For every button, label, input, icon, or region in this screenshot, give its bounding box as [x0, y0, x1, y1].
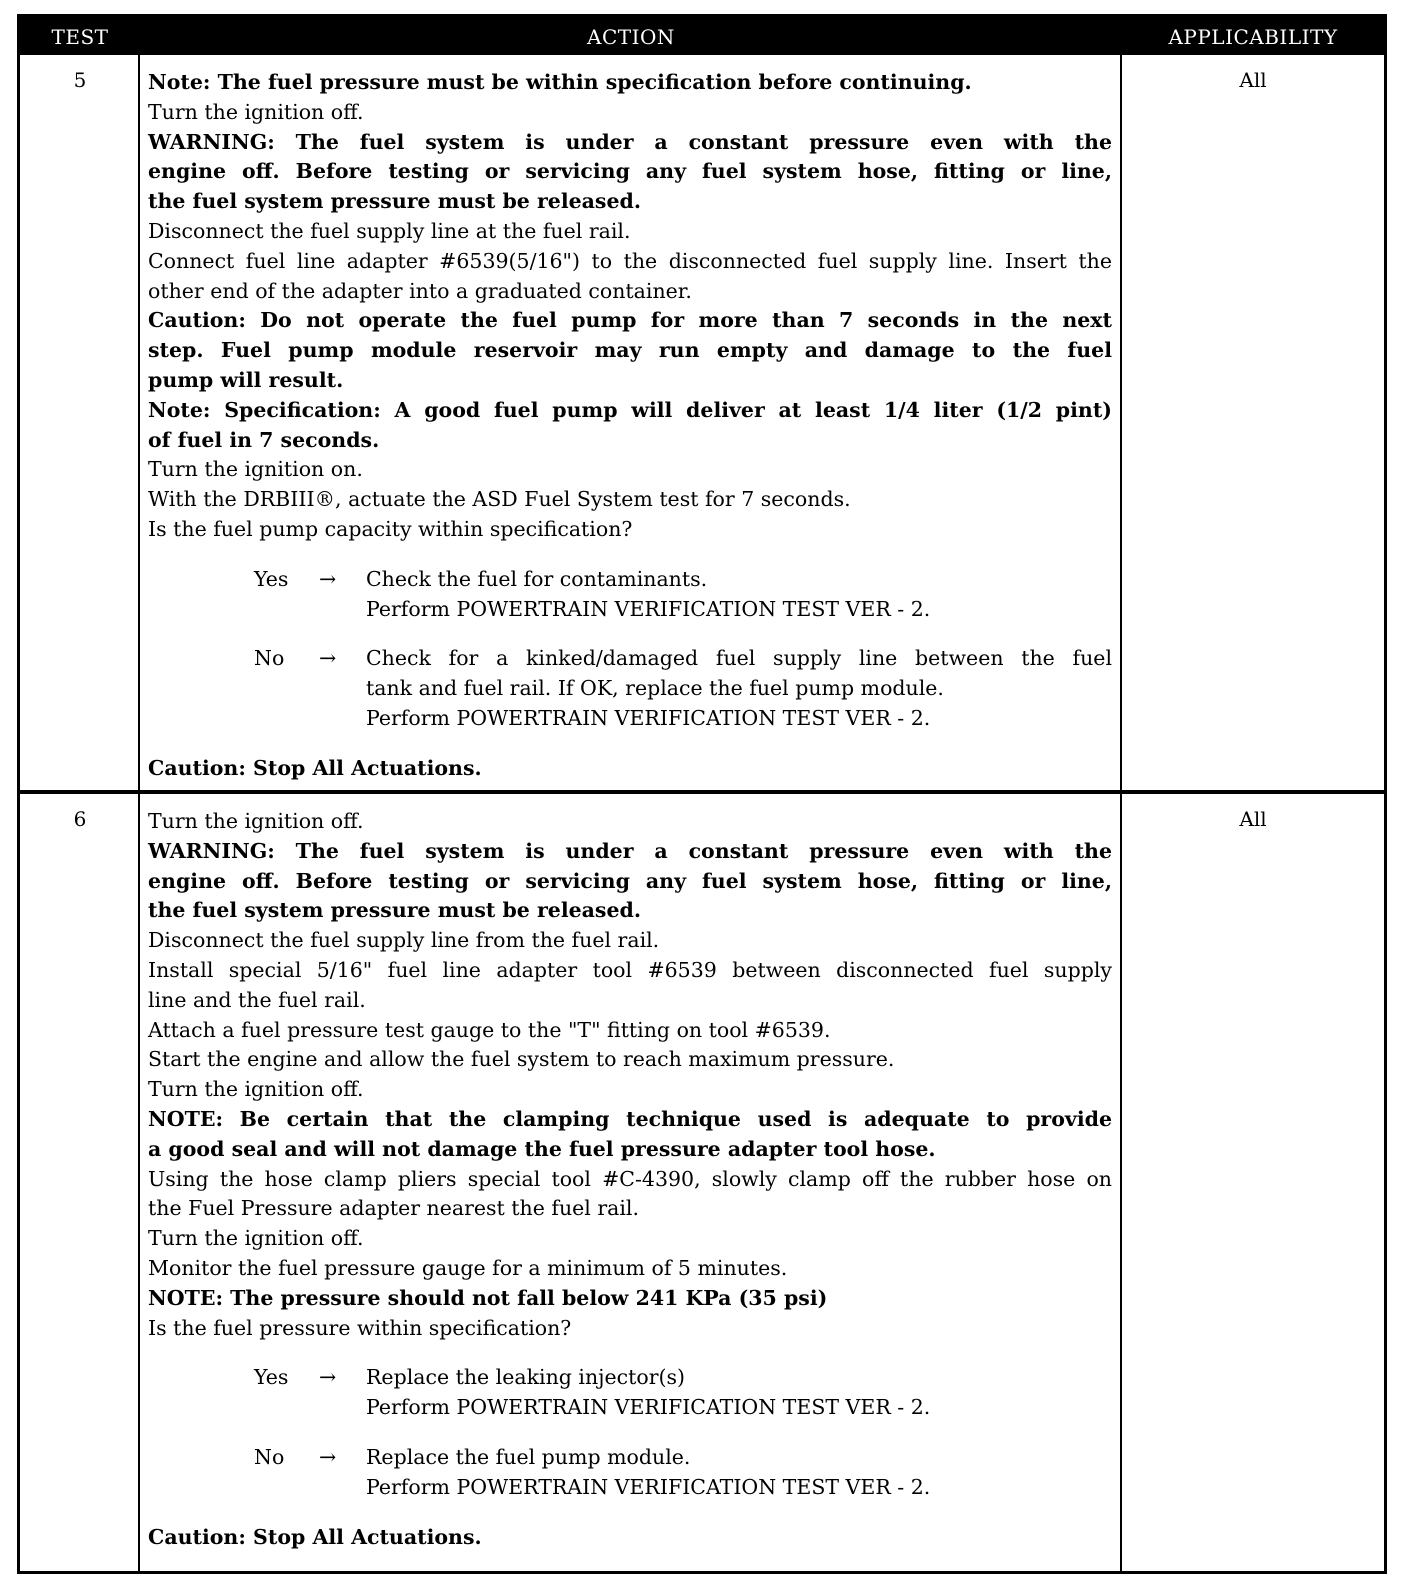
warning-line: engine off. Before testing or servicing any fuel system hose, fitting or line, [148, 159, 1112, 184]
arrow-right-icon: → [319, 1444, 337, 1469]
applicability: All [1239, 807, 1267, 831]
yes-label: Yes [254, 1365, 289, 1390]
diagnostic-test-table [17, 14, 1387, 1574]
column-divider [138, 55, 140, 791]
yes-text: Check the fuel for contaminants. [366, 566, 708, 591]
no-text: tank and fuel rail. If OK, replace the fuel pump module. [366, 676, 944, 701]
step-line: Attach a fuel pressure test gauge to the "T" fitting on tool #6539. [148, 1017, 831, 1042]
caution-line: Caution: Stop All Actuations. [148, 1524, 482, 1549]
yes-answer [148, 565, 1112, 595]
arrow-right-icon: → [319, 646, 337, 671]
step-line: Turn the ignition off. [148, 99, 364, 124]
no-text: Replace the fuel pump module. [366, 1444, 691, 1469]
column-divider [138, 794, 140, 1571]
arrow-right-icon: → [319, 1365, 337, 1390]
yes-label: Yes [254, 566, 289, 591]
step-line: other end of the adapter into a graduated container. [148, 278, 692, 303]
step-line: With the DRBIII®, actuate the ASD Fuel System test for 7 seconds. [148, 487, 851, 512]
test-row-5 [20, 55, 1384, 791]
note-line: NOTE: Be certain that the clamping technique used is adequate to provide [148, 1106, 1112, 1131]
test-number: 6 [73, 807, 87, 831]
yes-text: Perform POWERTRAIN VERIFICATION TEST VER - 2. [366, 1395, 931, 1420]
header-action: ACTION [587, 25, 675, 49]
caution-line: pump will result. [148, 367, 344, 392]
step-line: Turn the ignition on. [148, 457, 363, 482]
no-label: No [254, 1444, 285, 1469]
question-line: Is the fuel pump capacity within specification? [148, 516, 633, 541]
step-line: Using the hose clamp pliers special tool #C-4390, slowly clamp off the rubber hose on [148, 1166, 1112, 1191]
note-line: Note: The fuel pressure must be within specification before continuing. [148, 70, 972, 94]
no-answer-continued [148, 674, 1112, 704]
warning-line: WARNING: The fuel system is under a constant pressure even with the [148, 129, 1112, 154]
step-line: the Fuel Pressure adapter nearest the fuel rail. [148, 1196, 640, 1221]
action-text [148, 68, 1112, 784]
warning-line: WARNING: The fuel system is under a constant pressure even with the [148, 838, 1112, 863]
test-number: 5 [73, 68, 87, 92]
header-applicability: APPLICABILITY [1168, 25, 1338, 49]
caution-line: Caution: Stop All Actuations. [148, 755, 482, 780]
note-line: of fuel in 7 seconds. [148, 427, 380, 452]
caution-line: Caution: Do not operate the fuel pump for more than 7 seconds in the next [148, 308, 1112, 333]
step-line: Turn the ignition off. [148, 809, 364, 833]
no-answer [148, 1443, 1112, 1473]
column-divider [1120, 55, 1122, 791]
arrow-right-icon: → [319, 566, 337, 591]
step-line: Install special 5/16" fuel line adapter tool #6539 between disconnected fuel supply [148, 957, 1112, 982]
step-line: Turn the ignition off. [148, 1226, 364, 1251]
no-text: Perform POWERTRAIN VERIFICATION TEST VER - 2. [366, 1474, 931, 1499]
header-test: TEST [51, 25, 109, 49]
warning-line: the fuel system pressure must be released. [148, 189, 641, 214]
yes-answer-continued [148, 595, 1112, 625]
column-divider [1120, 794, 1122, 1571]
question-line: Is the fuel pressure within specification? [148, 1315, 572, 1340]
test-row-6 [20, 794, 1384, 1571]
no-text: Perform POWERTRAIN VERIFICATION TEST VER - 2. [366, 705, 931, 730]
warning-line: the fuel system pressure must be released. [148, 898, 641, 923]
note-line: NOTE: The pressure should not fall below 241 KPa (35 psi) [148, 1285, 828, 1310]
step-line: Start the engine and allow the fuel system to reach maximum pressure. [148, 1047, 895, 1072]
yes-answer-continued [148, 1393, 1112, 1423]
yes-text: Perform POWERTRAIN VERIFICATION TEST VER - 2. [366, 596, 931, 621]
yes-text: Replace the leaking injector(s) [366, 1365, 686, 1390]
step-line: Turn the ignition off. [148, 1077, 364, 1102]
yes-answer [148, 1363, 1112, 1393]
warning-line: engine off. Before testing or servicing any fuel system hose, fitting or line, [148, 868, 1112, 893]
step-line: Disconnect the fuel supply line at the fuel rail. [148, 218, 631, 243]
no-label: No [254, 646, 285, 671]
step-line: Disconnect the fuel supply line from the fuel rail. [148, 928, 660, 953]
step-line: line and the fuel rail. [148, 987, 366, 1012]
step-line: Monitor the fuel pressure gauge for a minimum of 5 minutes. [148, 1255, 788, 1280]
no-text: Check for a kinked/damaged fuel supply line between the fuel [366, 646, 1112, 671]
no-answer-continued [148, 704, 1112, 734]
no-answer [148, 644, 1112, 674]
applicability: All [1239, 68, 1267, 92]
step-line: Connect fuel line adapter #6539(5/16") to the disconnected fuel supply line. Insert the [148, 248, 1112, 273]
caution-line: step. Fuel pump module reservoir may run empty and damage to the fuel [148, 338, 1112, 363]
no-answer-continued [148, 1473, 1112, 1503]
action-text [148, 807, 1112, 1552]
note-line: Note: Specification: A good fuel pump will deliver at least 1/4 liter (1/2 pint) [148, 397, 1112, 422]
note-line: a good seal and will not damage the fuel pressure adapter tool hose. [148, 1136, 936, 1161]
table-header [20, 17, 1384, 55]
